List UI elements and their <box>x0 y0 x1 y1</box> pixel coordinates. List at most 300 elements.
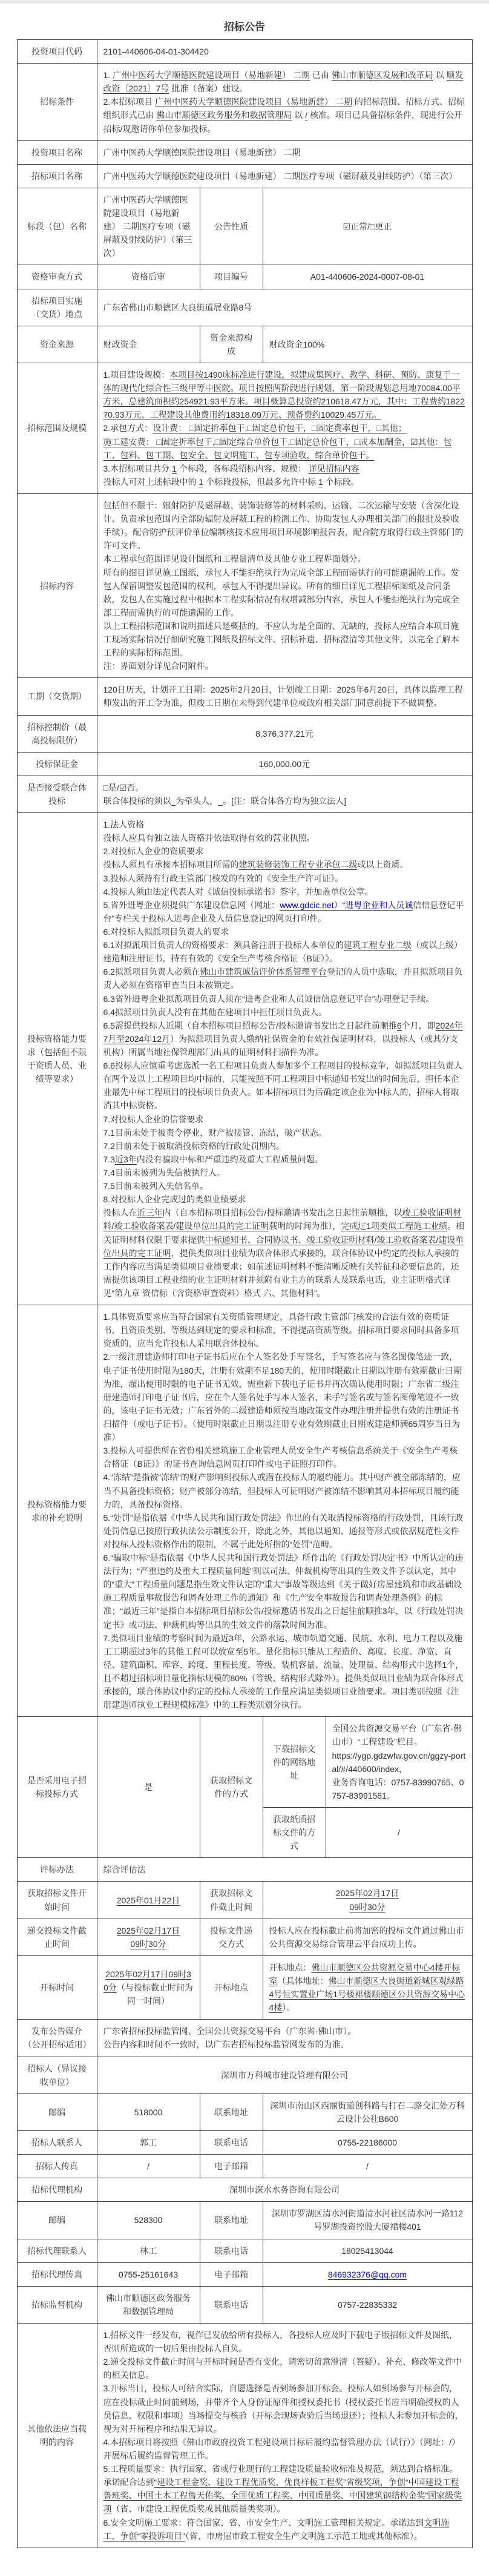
content-tenderer-contact-value1 <box>97 2130 200 2154</box>
paragraph <box>103 193 194 260</box>
text-segment: 3.开标当日，投标人可结合实际，自愿选择是否到场参加开标会。投标人如到场参与开标会的，应在投标截止时间前到场，并带齐个人身份证原件和授权委托书（授权委托书应当明确授权的人员信息、权限和事项）当场提交与核验（开标会现场查验后当场退还）；投标人未参加开标会的，视为对开标程序和结果无异议。 <box>103 2383 464 2434</box>
content-tenderer-postcode-value2 <box>263 2093 472 2130</box>
paragraph <box>269 2268 466 2281</box>
paragraph <box>103 270 194 283</box>
paragraph <box>103 1206 466 1300</box>
paragraph <box>103 2024 466 2038</box>
paragraph <box>103 1924 194 1937</box>
text-segment: 深圳市南山区西丽街道创科路与打石二路交汇处万科云设计公社B600 <box>270 2100 465 2124</box>
text-segment: 内没有骗取中标和严重违约及重大工程质量问题。 <box>136 1154 323 1164</box>
text-segment: 1.法人资格 <box>103 820 145 830</box>
text-segment: 的招标范围、招标方式、招标组织形式已由 <box>103 97 465 120</box>
text-segment: 建筑工程专业二级 <box>343 940 412 950</box>
text-segment: 已由 <box>309 70 332 81</box>
content-agency-fax-value2 <box>263 2262 472 2286</box>
label-consortium-bidding: 是否接受联合体投标 <box>17 776 97 812</box>
text-segment: ）为拟派项目负责人缴纳社保资金的有效社保证明材料，以投标人（或其分支机构）所属当地社保管理部门出具的证明材料扫描件为准。 <box>103 1033 459 1057</box>
paragraph <box>269 1900 466 1914</box>
content-fund-source-value1 <box>97 326 200 363</box>
text-segment: 佛山市顺德区大良街道新城区观绿路4号恒实置业广场1号楼裙楼顺德区公共资源交易中心4楼 <box>269 1976 465 2013</box>
text-segment: 1.具体资质要求应当符合国家有关资质管理规定，具备行政主管部门核发的合法有效的资质证书，且资质类别、等级达到规定的要求和标准，不得提高资质等级。招标项目要求同时具备多项资质的，应当允许投标人采用联合体投标。 <box>103 1312 459 1349</box>
text-segment: ，提供类似项目业绩为联合体形式承接的，联合体协议中约定的投标人承接的工作内容应当满足类似项目业绩要求；如前述证明材料不能清晰反映有关特征和必要信息的，还需提供该项目工程业绩的业主证明材料并须附有业主方的联系人及联系电话，业主证明格式详见“第九章 资信标（含资格审查资料）格式 六、其他材料”。 <box>103 1248 459 1298</box>
text-segment: 2025年02月17日 <box>116 1925 180 1935</box>
content-bid-opening-time-value2 <box>263 1955 472 2019</box>
paragraph <box>103 818 466 831</box>
text-segment: 6.5需提供投标人近期（自本招标项目招标公告/投标邀请书发出之日起往前顺推 <box>103 1020 397 1030</box>
text-segment: （省、市房屋市政工程安全生产文明施工示范工地或其他标准）。 <box>185 2531 422 2541</box>
text-segment: 0755-25161643 <box>118 2269 179 2279</box>
text-segment: 佛山市建筑诚信评价体系管理平台 <box>199 967 327 977</box>
text-segment: 8,376,377.21元 <box>255 728 313 739</box>
label-fund-source: 资金来源 <box>17 326 97 363</box>
paragraph <box>103 938 466 965</box>
label-agency-contact-secondary: 联系电话 <box>200 2239 263 2262</box>
label-tenderer: 招标人（异议接收单位） <box>17 2057 97 2093</box>
content-doc-acquisition-time-value1 <box>97 1882 200 1919</box>
table-row <box>17 40 472 64</box>
text-segment: / <box>147 2161 149 2172</box>
content-tenderer-postcode-value1 <box>97 2093 200 2130</box>
content-section-package-name-value2 <box>263 188 472 265</box>
paragraph <box>103 499 466 552</box>
paragraph <box>103 992 466 1006</box>
text-segment: 广州中医药大学顺德医院建设项目（易地新建） 二期 <box>103 147 301 157</box>
label-tender-scope-and-scale: 招标范围及规模 <box>17 363 97 493</box>
label-electronic-bidding-secondary: 获取招标文件的方式 <box>200 1717 263 1858</box>
paragraph <box>103 421 466 435</box>
text-segment: 核准。项目已具备招标条件，现进行公开招标/现邀请你单位参加投标。 <box>103 110 462 134</box>
content-investment-project-name <box>97 140 472 164</box>
paragraph <box>103 1937 194 1951</box>
text-segment: 7.5目前未被列入失信名单。 <box>103 1181 208 1191</box>
paragraph <box>103 2355 466 2382</box>
content-qualification-review-method-value2 <box>263 265 472 289</box>
text-segment: 4.“冻结”是指被“冻结”的财产影响到投标人或潜在投标人的履约能力。其中财产被全部冻结的，应当不具备投标资格；财产被部分冻结，但投标人可证明财产被冻结不影响其对本招标项目履约能力的，具备投标资格。 <box>103 1472 461 1509</box>
text-segment: 4.投标人须由法定代表人对《诚信投标承诺书》签字，并加盖单位公章。 <box>103 886 373 897</box>
text-segment: 广州中医药大学顺德医院建设项目（易地新建） 二期 <box>155 97 352 107</box>
content-agency-contact-value2 <box>263 2239 472 2262</box>
text-segment: 文明施工，争创“零投诉项目” <box>103 2517 450 2541</box>
paragraph <box>103 1006 466 1019</box>
label-electronic-bidding-sub-0: 下载招标文件的网络地址 <box>263 1717 326 1808</box>
paragraph <box>103 2106 194 2119</box>
text-segment: 2.承包方式： <box>103 423 153 433</box>
text-segment: 财政资金100% <box>269 339 325 349</box>
paragraph <box>103 898 466 925</box>
text-segment: 施工建安费： □固定折率包干,□固定综合单价包干,□固定总价包干，□成本加酬金，☑其他：包工、包料、包工期、包安全、包文明施工、包专项验收，综合单价包干。 <box>103 436 452 460</box>
text-segment: https://ygp.gdzwfw.gov.cn/ggzy-portal/#/440600/index， <box>332 1750 466 1774</box>
paragraph <box>103 885 466 898</box>
text-segment: 广东省招标投标监管网、全国公共资源交易平台（广东省·佛山市）。 <box>103 2026 356 2037</box>
paragraph <box>103 727 466 740</box>
paragraph <box>103 925 466 938</box>
content-section-package-name-value1 <box>97 188 200 265</box>
paragraph <box>269 2159 466 2173</box>
label-tender-control-price: 招标控制价（最高投标限价） <box>17 715 97 752</box>
label-investment-project-code: 投资项目代码 <box>17 40 97 64</box>
paragraph <box>103 831 466 845</box>
text-segment: 以 <box>433 70 447 81</box>
text-segment: 信信息登记平台”专栏关于投标人进粤企业及人员信息登记的网页打印件。 <box>103 900 464 923</box>
content-agency <box>97 2178 472 2202</box>
content-bid-submission-deadline-value1 <box>97 1919 200 1955</box>
label-supervision-authority: 招标监督机构 <box>17 2286 97 2323</box>
text-segment: 佛山市顺德区政务服务和数据管理局 <box>106 2293 191 2316</box>
text-segment: 本项目按1490床标准进行建设，拟建成集医疗、教学、科研、预防、康复于一体的现代化综合性三级甲等中医院。项目按照两阶段进行规划，第一阶段规划总用地70084.00平方米，总建筑面积约254921.93平方米。项目概算总投资约210618.47万元，其中：工程费约182270.93万元、工程建设其他费用约18318.09万元、预备费约10029.45万元。 <box>103 369 465 420</box>
table-row <box>17 265 472 289</box>
label-tenderer-contact-secondary: 联系电话 <box>200 2130 263 2154</box>
text-segment: 注：界面划分详见合同附件。 <box>103 661 214 671</box>
text-segment: 09时30分 <box>130 1939 166 1949</box>
text-segment: 6.3省外进粤企业拟派项目负责人须在“进粤企业和人员诚信信息登记平台”办理登记手续。 <box>103 993 435 1004</box>
text-segment: （与投标截止时间为同一时间） <box>116 1983 193 2006</box>
text-segment: 投标人可对上述标段中的 <box>103 476 199 487</box>
text-segment: 完成过1项类似工程施工业绩 <box>341 1221 448 1231</box>
text-segment: / <box>398 1828 400 1838</box>
label-electronic-bidding-sub-1: 获取纸质招标文件的方式 <box>263 1808 326 1858</box>
content-tender-content <box>97 493 472 677</box>
label-bid-opening-time-secondary: 开标地点 <box>200 1955 263 2019</box>
content-supervision-authority-value2 <box>263 2286 472 2323</box>
label-supervision-authority-secondary: 联系电话 <box>200 2286 263 2323</box>
content-tenderer-contact-value2 <box>263 2130 472 2154</box>
content-qualification-review-method-value1 <box>97 265 200 289</box>
table-row <box>17 2262 472 2286</box>
label-delivery-location: 招标项目实施（交货）地点 <box>17 289 97 326</box>
text-segment: □是/☑否。 <box>103 782 144 792</box>
text-segment: 深圳市罗湖区清水河街道清水河社区清水河一路112号罗湖投资控股大厦裙楼401 <box>271 2209 464 2232</box>
table-row <box>17 2130 472 2154</box>
text-segment: 财政资金 <box>103 339 137 349</box>
table-row <box>17 2202 472 2239</box>
text-segment: 2.本招标项目 <box>103 97 156 107</box>
text-segment: 5.工程质量要求：执行国家、省或行业现行的工程建设质量验收标准及规范，须达到合格标准。承诺配合达到 <box>103 2464 458 2488</box>
table-row <box>17 1882 472 1919</box>
paragraph <box>103 2213 194 2227</box>
text-segment: 投标人在 <box>103 1208 137 1218</box>
text-segment: 0755-22186000 <box>337 2137 398 2147</box>
text-segment: 是 <box>144 1782 153 1793</box>
paragraph <box>103 2183 466 2196</box>
label-tenderer-fax: 招标人传真 <box>17 2155 97 2178</box>
text-segment: 。相关证明材料仅限于要求提供 <box>103 1221 465 1245</box>
text-segment: 深圳市万科城市建设管理有限公司 <box>221 2070 348 2080</box>
text-segment: 2025年01月22日 <box>116 1895 180 1905</box>
label-agency-fax-secondary: 电子邮箱 <box>200 2262 263 2286</box>
content-electronic-bidding-sub-1 <box>326 1808 472 1858</box>
text-segment: 全国公共资源交易平台（广东省·佛山市）“工程建设”栏目。 <box>332 1724 462 1747</box>
table-row <box>17 2323 472 2548</box>
paragraph <box>269 2136 466 2149</box>
text-segment: 业务咨询电话：0757-83990765、0757-83991581。 <box>332 1777 464 1800</box>
label-bid-bond: 投标保证金 <box>17 752 97 776</box>
table-row <box>17 326 472 363</box>
page-top-strip <box>0 0 489 4</box>
text-segment: “建设工程金奖、建设工程优质奖、优良样板工程奖”省级奖项，争创“中国建设工程鲁班奖、中国土木工程詹天佑奖、全国优质工程奖、中国质量奖、中国建筑钢结构金奖”国家级奖项 <box>103 2477 462 2514</box>
text-segment: 详见招标内容 <box>308 463 359 473</box>
paragraph <box>103 462 466 475</box>
table-row <box>17 752 472 776</box>
paragraph <box>269 1924 466 1951</box>
paragraph <box>103 1894 194 1907</box>
paragraph <box>103 2136 194 2149</box>
label-section-package-name-secondary: 公告性质 <box>200 188 263 265</box>
table-row <box>17 363 472 493</box>
text-segment: 建筑装修装饰工程专业承包二级 <box>238 860 358 870</box>
label-announcement-media: 发布公告媒介（公开招标适用） <box>17 2020 97 2057</box>
content-bid-opening-time-value1 <box>97 1955 200 2019</box>
label-section-package-name: 标段（包）名称 <box>17 188 97 265</box>
content-construction-period <box>97 678 472 715</box>
text-segment: 内（自本招标项目招标公告/投标邀请书发出之日起往前顺推，以 <box>162 1208 402 1218</box>
text-segment: 18025413044 <box>341 2245 393 2256</box>
paragraph <box>103 1113 466 1126</box>
label-other-contents: 其他依法应当载明的内容 <box>17 2323 97 2548</box>
label-bid-opening-time: 开标时间 <box>17 1955 97 2019</box>
text-segment: 广州中医药大学顺德医院建设项目（易地新建） 二期医疗专项（磁屏蔽及射线防护）（第三次） <box>103 171 458 181</box>
content-delivery-location <box>97 289 472 326</box>
paragraph <box>103 95 466 135</box>
table-row <box>17 2057 472 2093</box>
text-segment: 1. <box>103 70 113 81</box>
paragraph <box>103 2159 194 2173</box>
paragraph <box>269 338 466 351</box>
text-segment: 2024年7月至2024年12月 <box>103 1020 463 1044</box>
text-segment: 5.省外进粤企业须提供广东建设信息网（网址： <box>103 900 280 910</box>
label-tender-conditions: 招标条件 <box>17 64 97 141</box>
text-segment: 综合评估法 <box>103 1865 146 1875</box>
text-segment: 1 <box>199 476 204 487</box>
text-segment: 3.本招标项目共分 <box>103 463 172 473</box>
paragraph <box>332 1749 466 1776</box>
link-text[interactable]: www.gdcic.net）“进粤企业和人员诚 <box>280 900 413 910</box>
paragraph <box>103 2462 466 2515</box>
table-row <box>17 2093 472 2130</box>
content-tenderer-fax-value2 <box>263 2155 472 2178</box>
content-announcement-media <box>97 2020 472 2057</box>
paragraph <box>103 1968 194 2008</box>
paragraph <box>103 1126 466 1139</box>
text-segment: 2.对投标人企业的资质要求 <box>103 846 204 857</box>
paragraph <box>103 845 466 858</box>
content-agency-postcode-value2 <box>263 2202 472 2239</box>
paragraph <box>269 1961 466 2014</box>
label-agency-postcode-secondary: 联系地址 <box>200 2202 263 2239</box>
label-qualification-review-method: 资格审查方式 <box>17 265 97 289</box>
paragraph <box>332 1826 466 1839</box>
text-segment: 160,000.00元 <box>258 759 310 769</box>
content-agency-fax-value1 <box>97 2262 200 2286</box>
paragraph <box>103 1444 466 1471</box>
text-segment: 6 <box>396 1020 402 1030</box>
paragraph <box>103 170 466 183</box>
label-bidder-qualification-requirements: 投标资格能力要求（包括但不限于资质人员、业绩等要求） <box>17 813 97 1305</box>
text-segment: 1.项目建设规模： <box>103 369 170 380</box>
text-segment: / <box>366 2161 369 2172</box>
text-segment: 528300 <box>134 2215 163 2225</box>
table-row <box>17 188 472 265</box>
paragraph <box>269 2244 466 2258</box>
paragraph <box>103 2244 194 2258</box>
text-segment: 广东省佛山市顺德区大良街道展业路8号 <box>103 302 252 312</box>
text-segment: 6.2拟派项目负责人必须在 <box>103 967 200 977</box>
table-row <box>17 2020 472 2057</box>
paragraph <box>103 552 466 565</box>
label-qualification-supplementary-notes: 投标资格能力要求的补充说明 <box>17 1305 97 1717</box>
label-doc-acquisition-time-secondary: 获取招标文件截止时间 <box>200 1882 263 1919</box>
text-segment: 广州中医药大学顺德医院建设项目（易地新建） 二期医疗专项（磁屏蔽及射线防护）（第三次） <box>103 194 192 259</box>
content-tenderer <box>97 2057 472 2093</box>
text-segment: 7.对投标人企业的信誉要求 <box>103 1114 204 1124</box>
paragraph <box>103 781 466 794</box>
text-segment: 所有的细目详见施工图纸，承包人不能拒绝执行为完成全部工程而需执行的可能遗漏的工作。发包人保留调整发包范围的权利，承包人不得提出异议。所有的细目详见工程招标图纸及合同条款，发包人在实施过程中根据本工程实际情况有权增减部分内容，承包人不能拒绝执行为完成全部工程而需执行的可能遗漏的工作。 <box>103 567 459 618</box>
paragraph <box>103 1166 466 1179</box>
text-segment: 载明的时间为准）， <box>269 1221 341 1231</box>
label-construction-period: 工期（交货期） <box>17 678 97 715</box>
text-segment: 顺发改资〔2021〕7号 <box>103 70 464 94</box>
text-segment: 2.递交投标文件截止时间与开标时间是否有变化，请密切留意澄清（答疑）、补充、修改等文件中的相关信息。 <box>103 2357 462 2380</box>
text-segment: 5.“处罚”是指依据《中华人民共和国行政处罚法》作出的有关取消投标资格的行政处罚，且该行政处罚信息已按照行政执法公示制度公开，除此之外，其他以通知、通报等形式或依据规范性文件对投标人投标资格作出的限制，不属于此处所指的“处罚”范畴。 <box>103 1512 464 1549</box>
paragraph <box>103 1193 466 1206</box>
label-tenderer-postcode: 邮编 <box>17 2093 97 2130</box>
text-segment: 佛山市顺德区政务服务和数据管理局 <box>156 110 292 120</box>
text-segment: 1 <box>318 476 323 487</box>
content-bidder-qualification-requirements <box>97 813 472 1305</box>
text-segment: 投标人应具有独立法人资格并依法取得有效的营业执照。 <box>103 833 315 843</box>
text-segment: 1 <box>172 463 177 473</box>
text-segment: 或以上资质。 <box>357 860 409 870</box>
text-segment: 0757-22835332 <box>337 2299 398 2310</box>
text-segment: 个标段，各标段招标内容、规模： <box>176 463 309 473</box>
paragraph <box>103 2291 194 2318</box>
tender-announcement-table <box>17 39 473 2548</box>
text-segment: 公告内容和时间不一致时，以广东省招标投标监管网发布的为准。 <box>103 2040 349 2050</box>
link-text[interactable]: 846932376@qq.com <box>327 2269 407 2279</box>
text-segment: 1.招标文件一经发布，视作已发放给所有投标人，各投标人应及时下载电子版招标文件及图纸，否则所造成的一切后果由投标人自负。 <box>103 2330 458 2354</box>
paragraph <box>103 68 466 95</box>
content-agency-postcode-value1 <box>97 2202 200 2239</box>
label-doc-acquisition-time: 获取招标文件开始时间 <box>17 1882 97 1919</box>
text-segment: 竣工验收证明材料/竣工验收备案表/建设单位出具的完工证明 <box>103 1208 462 1231</box>
paragraph <box>269 2099 466 2126</box>
content-tender-control-price <box>97 715 472 752</box>
paragraph <box>269 2298 466 2311</box>
text-segment: 120日历天，计划开工日期：2025年2月20日，计划竣工日期：2025年6月20日，具体以监理工程师发出的开工令为准，但竣工日期在未得到代建单位或政府相关部门同意前提下不做调整。 <box>103 685 463 708</box>
label-agency-contact: 招标代理联系人 <box>17 2239 97 2262</box>
paragraph <box>103 1179 466 1193</box>
paragraph <box>103 757 466 771</box>
table-row <box>17 1919 472 1955</box>
text-segment: 本工程承包范围详见设计图纸和工程量清单及其他专业工程界面划分。 <box>103 554 366 564</box>
label-agency: 招标代理机构 <box>17 2178 97 2202</box>
content-agency-contact-value1 <box>97 2239 200 2262</box>
paragraph <box>103 368 466 421</box>
label-agency-fax: 招标代理传真 <box>17 2262 97 2286</box>
text-segment: 登记的人员中选取，并且拟派项目负责人必须在资格审查当日未被锁定。 <box>103 967 462 990</box>
content-bid-submission-deadline-value2 <box>263 1919 472 1955</box>
table-row <box>17 2286 472 2323</box>
content-doc-acquisition-time-value2 <box>263 1882 472 1919</box>
text-segment: 518000 <box>134 2107 163 2117</box>
text-segment: 以 <box>292 110 306 120</box>
text-segment: 8.对投标人企业完成过的类似业绩要求 <box>103 1194 246 1205</box>
paragraph <box>103 1019 466 1059</box>
text-segment: 6.4拟派项目负责人没有在其他在建项目中担任项目负责人。 <box>103 1007 327 1017</box>
text-segment: 2.一级注册建造师打印电子证书后应在个人签名处手写签名，手写签名应与签名图像笔迹一致，电子证书使用时限为180天，注册有效期不足180天的，使用时限截止日期以注册有效期截止日期为准，超出使用时限的电子证书无效，需重新下载电子证书并再次确认使用时限；广东省二级注册建造师打印电子证书后，应在个人签名处手写本人签名，未手写签名或与签名图像笔迹不一致的，该电子证书无效；广东省外的二级建造师须按当地政策文件办理注册并提供有效的注册证书扫描件（或电子证书）。（使用时限截止日期以注册专业有效期截止日期或建造师满65周岁当日为准） <box>103 1352 462 1443</box>
paragraph <box>103 1471 466 1510</box>
text-segment: 个标段投标，但最多允许中标 <box>203 476 318 487</box>
content-bid-bond <box>97 752 472 776</box>
table-row <box>17 64 472 141</box>
paragraph <box>103 146 466 159</box>
text-segment: 开标地点： <box>269 1962 312 1972</box>
paragraph <box>103 2038 466 2051</box>
paragraph <box>103 338 194 351</box>
content-tender-project-name <box>97 164 472 188</box>
paragraph <box>103 1511 466 1551</box>
label-bid-submission-deadline: 递交投标文件截止时间 <box>17 1919 97 1955</box>
text-segment: 6.1对拟派项目负责人的资格要求：须具备注册于投标人本单位的 <box>103 940 344 950</box>
paragraph <box>103 2069 466 2082</box>
text-segment: 深圳市深水水务咨询有限公司 <box>229 2185 340 2195</box>
text-segment: 广州中医药大学顺德医院建设项目（易地新建） 二期 <box>113 70 310 81</box>
table-row <box>17 678 472 715</box>
table-row <box>17 813 472 1305</box>
text-segment: ）。 <box>282 2003 295 2013</box>
label-tender-content: 招标内容 <box>17 493 97 677</box>
text-segment: 7.4目前未被列为失信被执行人。 <box>103 1167 225 1178</box>
content-consortium-bidding <box>97 776 472 812</box>
paragraph <box>103 794 466 808</box>
table-row <box>17 2239 472 2262</box>
paragraph <box>103 2268 194 2281</box>
label-evaluation-method: 评标办法 <box>17 1858 97 1882</box>
text-segment: （具体地址： <box>277 1976 329 1986</box>
paragraph <box>103 2436 466 2462</box>
paragraph <box>103 965 466 992</box>
tender-table-body <box>17 40 472 2548</box>
text-segment: 以上工程招标范围和说明描述只是概括的，不应认为是全面的、无缺的，投标人应结合本项目施工现场实际情况仔细研究施工图纸及招标文件、招标补遗、招标澄清等其他文件，以完全了解本工程的实际招标范围。 <box>103 621 459 658</box>
text-segment: 设计费： □固定折率包干,□固定总价包干，□固定费率包干，□其他； <box>153 423 407 433</box>
paragraph <box>103 475 466 489</box>
paragraph <box>103 858 466 871</box>
text-segment: 6.“骗取中标”是指依据《中华人民共和国行政处罚法》所作出的《行政处罚决定书》中所认定的违法行为；“严重违约及重大工程质量问题”则以司法、仲裁机构等出具的生效文件予以认定，其中的“重大”工程质量问题是指生效文件认定的“重大”事故等级达到《关于做好房屋建筑和市政基础设施工程质量事故报告和调查处理工作的通知》和《生产安全事故报告和调查处理条例》的标准；“最近三年”是指自本招标项目招标公告/投标邀请书发出之日起往前顺推3年，以《行政处罚决定书》或司法、仲裁机构等出具的生效文件的落款时间为准。 <box>103 1553 464 1630</box>
text-segment: 佛山市顺德区公共资源交易中心4楼开标室 <box>269 1962 461 1986</box>
text-segment: 6.6投标人应慎重考虑选派一名工程项目负责人参加多个工程项目的投标竞争，如拟派项目负责人在两个及以上工程项目均中标的，只能按照不同工程项目中标通知书发出的时间先后，担任本企业最先中标工程项目的投标项目负责人。如本招标项目为后确定该企业为中标人的，招标人将取消其中标资格。 <box>103 1061 462 1111</box>
table-row <box>17 140 472 164</box>
content-supervision-authority-value1 <box>97 2286 200 2323</box>
text-segment: 6.对投标人拟派项目负责人的要求 <box>103 927 229 937</box>
label-tenderer-contact: 招标人联系人 <box>17 2130 97 2154</box>
text-segment: 3.投标人须持有行政主管部门核发的有效的《安全生产许可证》。 <box>103 873 344 883</box>
label-agency-postcode: 邮编 <box>17 2202 97 2239</box>
label-electronic-bidding: 是否采用电子招标投标方式 <box>17 1717 97 1858</box>
content-tender-conditions <box>97 64 472 141</box>
content-electronic-bidding-sub-0 <box>326 1717 472 1808</box>
content-evaluation-method <box>97 1858 472 1882</box>
paragraph <box>103 2516 466 2543</box>
paragraph <box>269 2207 466 2233</box>
paragraph <box>103 1551 466 1632</box>
text-segment: 6.安全文明施工要求：符合国家、省、市安全生产、文明施工管理相关规定。承诺达到 <box>103 2517 424 2528</box>
paragraph <box>269 1886 466 1900</box>
text-segment: 近3年 <box>114 1154 137 1164</box>
text-segment: 4.本招标项目将按照《佛山市政府投资工程建设项目标后履约监督管理办法（试行）》（网址：/）开展标后履约监督管理工作。 <box>103 2437 461 2460</box>
text-segment: 近三年 <box>137 1208 163 1218</box>
paragraph <box>332 1776 466 1802</box>
text-segment: 7.3 <box>103 1154 115 1164</box>
label-tenderer-postcode-secondary: 联系地址 <box>200 2093 263 2130</box>
